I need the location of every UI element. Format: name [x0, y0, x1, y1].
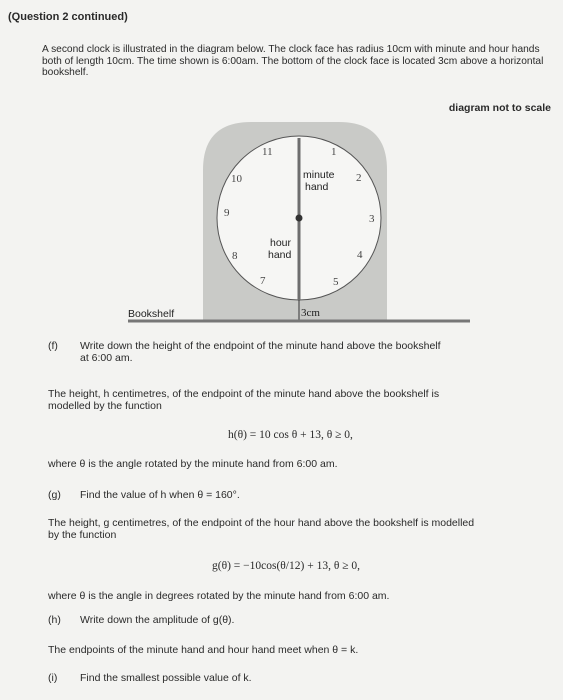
clock-number-8: 8 [232, 250, 238, 262]
part-f-line2: at 6:00 am. [80, 352, 133, 364]
clock-number-1: 1 [331, 146, 337, 158]
part-g-text: Find the value of h when θ = 160°. [80, 489, 240, 501]
hour-hand-label-line2: hand [268, 249, 292, 261]
intro-paragraph: A second clock is illustrated in the diagram below. The clock face has radius 10cm with minute and hour hands both of length 10cm. The time shown is 6:00am. The bottom of the clock face is located 3cm above a horizontal bookshelf. [42, 44, 544, 78]
clock-number-9: 9 [224, 207, 230, 219]
model-h-line2: modelled by the function [48, 400, 162, 412]
part-g-marker: (g) [48, 489, 61, 501]
part-i-marker: (i) [48, 672, 58, 684]
h-formula: h(θ) = 10 cos θ + 13, θ ≥ 0, [228, 429, 353, 441]
clock-number-3: 3 [369, 213, 375, 225]
clock-number-10: 10 [231, 173, 242, 185]
minute-hand-label-line1: minute [303, 169, 335, 181]
model-h-where: where θ is the angle rotated by the minute hand from 6:00 am. [48, 458, 338, 470]
clock-number-11: 11 [262, 146, 273, 158]
part-h-marker: (h) [48, 614, 61, 626]
bookshelf-label: Bookshelf [128, 308, 175, 320]
model-g-line1: The height, g centimetres, of the endpoint of the hour hand above the bookshelf is modelled [48, 517, 475, 529]
clock-pivot [296, 215, 303, 222]
hour-hand-label-line1: hour [270, 237, 292, 249]
question-header: (Question 2 continued) [8, 11, 128, 23]
part-f-marker: (f) [48, 340, 58, 352]
model-h-line1: The height, h centimetres, of the endpoint of the minute hand above the bookshelf is [48, 388, 440, 400]
part-h-text: Write down the amplitude of g(θ). [80, 614, 235, 626]
part-i-text: Find the smallest possible value of k. [80, 672, 252, 684]
clock-number-4: 4 [357, 249, 363, 261]
scale-note: diagram not to scale [448, 102, 551, 114]
clock-number-5: 5 [333, 276, 339, 288]
part-f-line1: Write down the height of the endpoint of the minute hand above the bookshelf [80, 340, 441, 352]
model-g-where: where θ is the angle in degrees rotated by the minute hand from 6:00 am. [48, 590, 390, 602]
model-g-line2: by the function [48, 529, 117, 541]
clock-number-7: 7 [260, 275, 266, 287]
meet-statement: The endpoints of the minute hand and hour hand meet when θ = k. [48, 644, 359, 656]
clock-number-2: 2 [356, 172, 362, 184]
g-formula: g(θ) = −10cos(θ/12) + 13, θ ≥ 0, [212, 560, 361, 572]
gap-label: 3cm [301, 307, 320, 319]
minute-hand-label-line2: hand [305, 181, 329, 193]
